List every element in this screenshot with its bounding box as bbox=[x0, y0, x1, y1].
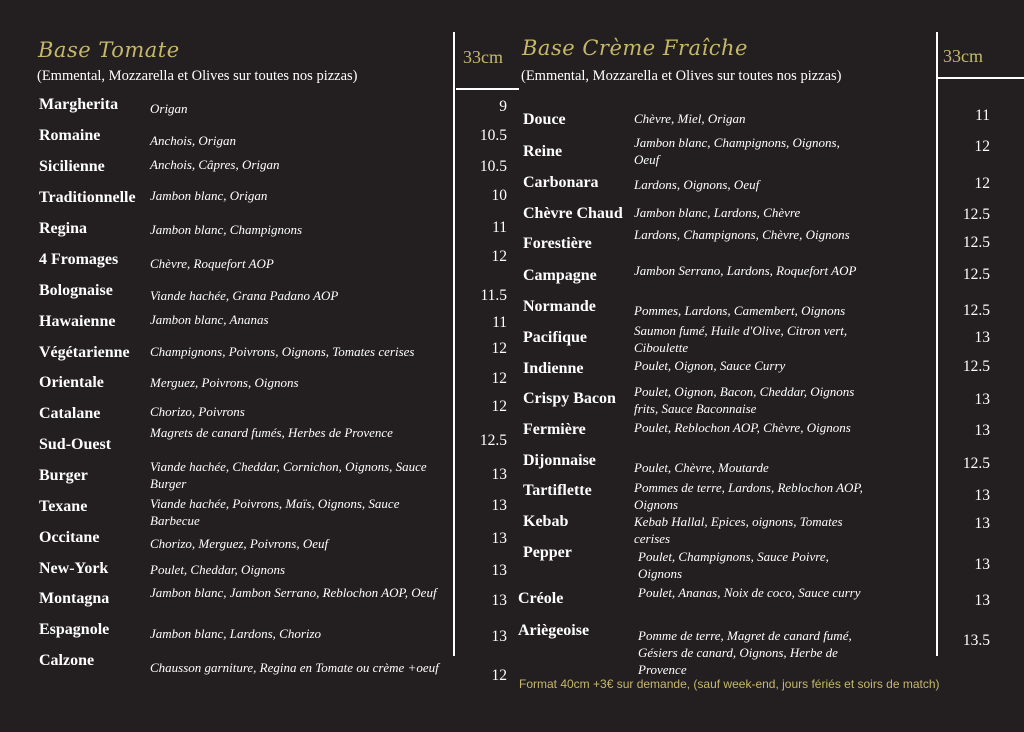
pizza-price: 13 bbox=[491, 592, 507, 609]
pizza-price: 13 bbox=[974, 391, 990, 408]
left-section-title: Base Tomate bbox=[38, 38, 180, 62]
pizza-price: 13 bbox=[974, 592, 990, 609]
pizza-ingredients: Magrets de canard fumés, Herbes de Provence bbox=[150, 425, 393, 440]
pizza-ingredients: Jambon blanc, Champignons, Oignons, Oeuf bbox=[634, 135, 840, 167]
pizza-ingredients: Chorizo, Poivrons bbox=[150, 404, 245, 419]
pizza-name: Traditionnelle bbox=[39, 189, 136, 206]
pizza-name: Burger bbox=[39, 467, 88, 484]
pizza-ingredients: Poulet, Chèvre, Moutarde bbox=[634, 460, 769, 475]
pizza-name: Crispy Bacon bbox=[523, 390, 616, 407]
pizza-name: Margherita bbox=[39, 96, 119, 113]
pizza-ingredients: Champignons, Poivrons, Oignons, Tomates cerises bbox=[150, 344, 415, 359]
pizza-name: Calzone bbox=[39, 652, 95, 669]
pizza-price: 11 bbox=[975, 107, 990, 124]
pizza-ingredients: Poulet, Champignons, Sauce Poivre, Oignons bbox=[638, 549, 829, 581]
pizza-name: Tartiflette bbox=[523, 482, 592, 499]
pizza-price: 13 bbox=[491, 466, 507, 483]
pizza-ingredients: Chèvre, Miel, Origan bbox=[634, 111, 746, 126]
pizza-name: Douce bbox=[523, 111, 566, 128]
pizza-ingredients: Pommes, Lardons, Camembert, Oignons bbox=[634, 303, 846, 318]
pizza-ingredients: Kebab Hallal, Epices, oignons, Tomates cerises bbox=[634, 514, 843, 546]
right-subtitle: (Emmental, Mozzarella et Olives sur toutes nos pizzas) bbox=[521, 68, 842, 84]
left-size-header: 33cm bbox=[463, 47, 503, 67]
pizza-price: 12.5 bbox=[962, 358, 990, 375]
pizza-ingredients: Merguez, Poivrons, Oignons bbox=[150, 375, 299, 390]
pizza-price: 13 bbox=[491, 628, 507, 645]
pizza-price: 13 bbox=[974, 515, 990, 532]
pizza-ingredients: Jambon Serrano, Lardons, Roquefort AOP bbox=[634, 263, 857, 278]
pizza-ingredients: Viande hachée, Grana Padano AOP bbox=[150, 288, 339, 303]
pizza-name: Chèvre Chaud bbox=[523, 205, 623, 222]
pizza-price: 12 bbox=[491, 370, 507, 387]
pizza-ingredients: Jambon blanc, Origan bbox=[150, 188, 268, 203]
pizza-price: 12 bbox=[974, 138, 990, 155]
pizza-ingredients: Poulet, Oignon, Sauce Curry bbox=[634, 358, 786, 373]
pizza-name: Romaine bbox=[39, 127, 101, 144]
pizza-price: 12 bbox=[974, 175, 990, 192]
pizza-name: Normande bbox=[523, 298, 596, 315]
pizza-ingredients: Saumon fumé, Huile d'Olive, Citron vert, Ciboulette bbox=[634, 323, 848, 355]
pizza-price: 11 bbox=[492, 314, 507, 331]
left-header-divider bbox=[456, 88, 519, 90]
pizza-price: 11 bbox=[492, 219, 507, 236]
pizza-ingredients: Lardons, Oignons, Oeuf bbox=[634, 177, 760, 192]
pizza-name: Créole bbox=[518, 590, 564, 607]
left-subtitle: (Emmental, Mozzarella et Olives sur toutes nos pizzas) bbox=[37, 68, 358, 84]
pizza-name: Montagna bbox=[39, 590, 110, 607]
pizza-ingredients: Origan bbox=[150, 101, 188, 116]
pizza-price: 13 bbox=[974, 329, 990, 346]
pizza-name: Pepper bbox=[523, 544, 572, 561]
pizza-name: Indienne bbox=[523, 360, 584, 377]
pizza-name: Catalane bbox=[39, 405, 101, 422]
pizza-price: 12.5 bbox=[479, 432, 507, 449]
pizza-name: Campagne bbox=[523, 267, 597, 284]
pizza-name: Orientale bbox=[39, 374, 104, 391]
pizza-ingredients: Jambon blanc, Lardons, Chorizo bbox=[150, 626, 322, 641]
pizza-price: 13 bbox=[974, 556, 990, 573]
pizza-ingredients: Pomme de terre, Magret de canard fumé, Gésiers de canard, Oignons, Herbe de Provence bbox=[638, 628, 852, 677]
pizza-price: 12 bbox=[491, 398, 507, 415]
pizza-ingredients: Jambon blanc, Ananas bbox=[150, 312, 269, 327]
pizza-price: 13 bbox=[491, 530, 507, 547]
pizza-ingredients: Chorizo, Merguez, Poivrons, Oeuf bbox=[150, 536, 329, 551]
pizza-name: Texane bbox=[39, 498, 88, 515]
pizza-price: 9 bbox=[499, 98, 507, 115]
pizza-name: Ariègeoise bbox=[518, 622, 590, 639]
pizza-ingredients: Pommes de terre, Lardons, Reblochon AOP, Oignons bbox=[634, 480, 863, 512]
pizza-price: 12.5 bbox=[962, 455, 990, 472]
pizza-price: 13 bbox=[491, 497, 507, 514]
pizza-name: Végétarienne bbox=[39, 344, 130, 361]
right-section-title: Base Crème Fraîche bbox=[522, 36, 748, 60]
pizza-price: 10.5 bbox=[479, 127, 507, 144]
pizza-price: 13 bbox=[491, 562, 507, 579]
pizza-price: 12 bbox=[491, 667, 507, 684]
pizza-price: 13 bbox=[974, 422, 990, 439]
pizza-price: 10 bbox=[491, 187, 507, 204]
pizza-name: Reine bbox=[523, 143, 563, 160]
pizza-ingredients: Chausson garniture, Regina en Tomate ou crème +oeuf bbox=[150, 660, 439, 675]
pizza-price: 12.5 bbox=[962, 234, 990, 251]
pizza-ingredients: Anchois, Origan bbox=[150, 133, 236, 148]
pizza-name: New-York bbox=[39, 560, 109, 577]
pizza-ingredients: Jambon blanc, Jambon Serrano, Reblochon AOP, Oeuf bbox=[150, 585, 437, 600]
pizza-price: 12.5 bbox=[962, 206, 990, 223]
pizza-ingredients: Jambon blanc, Lardons, Chèvre bbox=[634, 205, 801, 220]
pizza-price: 12.5 bbox=[962, 302, 990, 319]
footer-note: Format 40cm +3€ sur demande, (sauf week-end, jours fériés et soirs de match) bbox=[519, 677, 940, 691]
pizza-name: Bolognaise bbox=[39, 282, 113, 299]
pizza-price: 12 bbox=[491, 248, 507, 265]
pizza-name: Carbonara bbox=[523, 174, 599, 191]
pizza-ingredients: Viande hachée, Poivrons, Maïs, Oignons, Sauce Barbecue bbox=[150, 496, 400, 528]
pizza-name: Sud-Ouest bbox=[39, 436, 112, 453]
pizza-ingredients: Jambon blanc, Champignons bbox=[150, 222, 303, 237]
pizza-name: 4 Fromages bbox=[39, 251, 119, 268]
pizza-ingredients: Poulet, Cheddar, Oignons bbox=[150, 562, 286, 577]
pizza-ingredients: Poulet, Reblochon AOP, Chèvre, Oignons bbox=[634, 420, 851, 435]
pizza-price: 10.5 bbox=[479, 158, 507, 175]
pizza-ingredients: Poulet, Oignon, Bacon, Cheddar, Oignons frits, Sauce Baconnaise bbox=[634, 384, 855, 416]
pizza-ingredients: Poulet, Ananas, Noix de coco, Sauce curry bbox=[638, 585, 861, 600]
pizza-name: Espagnole bbox=[39, 621, 110, 638]
pizza-name: Forestière bbox=[523, 235, 592, 252]
pizza-name: Fermière bbox=[523, 421, 586, 438]
pizza-price: 12.5 bbox=[962, 266, 990, 283]
pizza-name: Occitane bbox=[39, 529, 100, 546]
pizza-name: Dijonnaise bbox=[523, 452, 596, 469]
pizza-ingredients: Lardons, Champignons, Chèvre, Oignons bbox=[634, 227, 850, 242]
pizza-price: 13.5 bbox=[962, 632, 990, 649]
pizza-price: 13 bbox=[974, 487, 990, 504]
pizza-price: 12 bbox=[491, 340, 507, 357]
right-size-header: 33cm bbox=[943, 46, 983, 66]
pizza-ingredients: Viande hachée, Cheddar, Cornichon, Oignons, Sauce Burger bbox=[150, 459, 427, 491]
pizza-name: Hawaienne bbox=[39, 313, 116, 330]
pizza-price: 11.5 bbox=[480, 287, 507, 304]
pizza-name: Sicilienne bbox=[39, 158, 105, 175]
pizza-name: Pacifique bbox=[523, 329, 587, 346]
right-header-divider bbox=[938, 77, 1024, 79]
pizza-name: Regina bbox=[39, 220, 87, 237]
pizza-name: Kebab bbox=[523, 513, 569, 530]
pizza-ingredients: Anchois, Câpres, Origan bbox=[150, 157, 280, 172]
pizza-ingredients: Chèvre, Roquefort AOP bbox=[150, 256, 274, 271]
